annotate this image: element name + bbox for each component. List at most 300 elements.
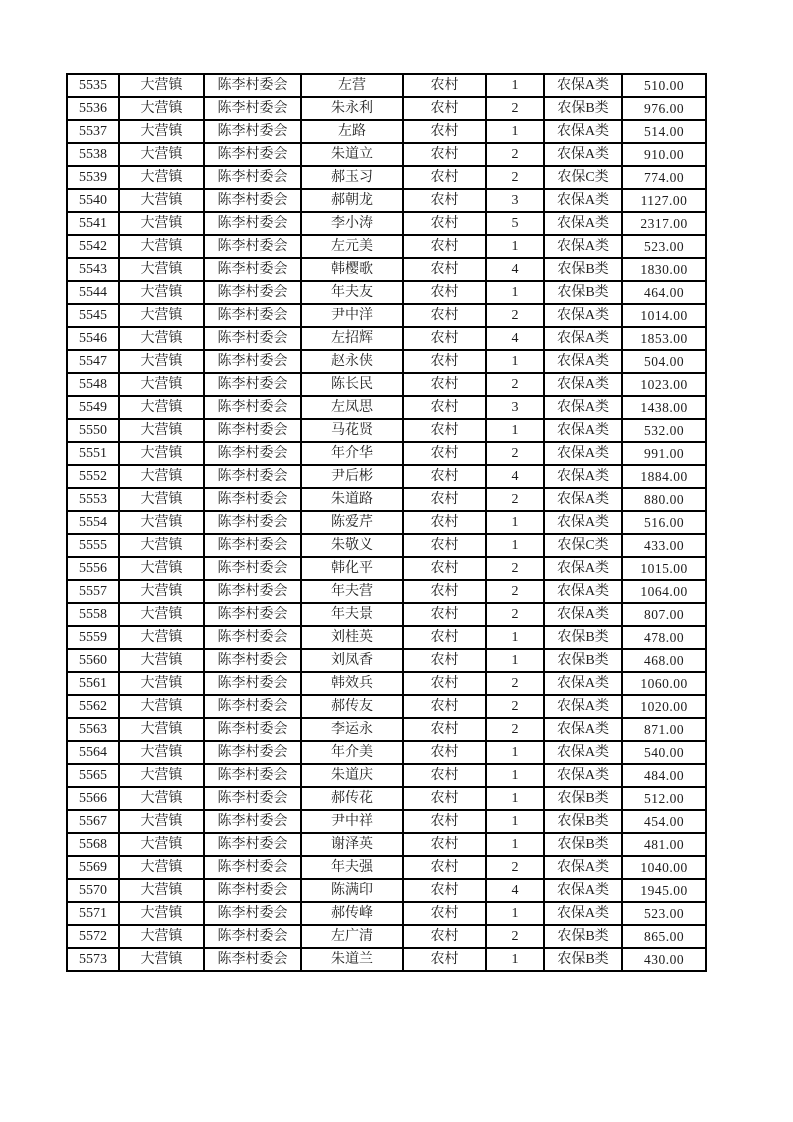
cell-name: 朱道庆 <box>301 764 403 787</box>
table-row <box>67 810 706 833</box>
cell-village: 陈李村委会 <box>204 925 301 948</box>
cell-id: 5545 <box>67 304 119 327</box>
table-row <box>67 925 706 948</box>
cell-type: 农村 <box>403 465 486 488</box>
cell-id: 5535 <box>67 74 119 97</box>
cell-type: 农村 <box>403 856 486 879</box>
cell-count: 2 <box>486 672 544 695</box>
cell-category: 农保B类 <box>544 281 622 304</box>
cell-village: 陈李村委会 <box>204 695 301 718</box>
cell-amount: 910.00 <box>622 143 706 166</box>
cell-category: 农保A类 <box>544 74 622 97</box>
cell-count: 1 <box>486 235 544 258</box>
cell-type: 农村 <box>403 833 486 856</box>
cell-name: 郝玉习 <box>301 166 403 189</box>
cell-village: 陈李村委会 <box>204 258 301 281</box>
cell-village: 陈李村委会 <box>204 419 301 442</box>
cell-town: 大营镇 <box>119 120 204 143</box>
cell-amount: 1127.00 <box>622 189 706 212</box>
cell-category: 农保A类 <box>544 442 622 465</box>
cell-type: 农村 <box>403 350 486 373</box>
cell-town: 大营镇 <box>119 350 204 373</box>
cell-village: 陈李村委会 <box>204 304 301 327</box>
cell-village: 陈李村委会 <box>204 442 301 465</box>
cell-category: 农保B类 <box>544 649 622 672</box>
cell-category: 农保B类 <box>544 97 622 120</box>
cell-category: 农保C类 <box>544 534 622 557</box>
table-row <box>67 764 706 787</box>
cell-type: 农村 <box>403 442 486 465</box>
cell-name: 刘桂英 <box>301 626 403 649</box>
cell-category: 农保A类 <box>544 143 622 166</box>
cell-id: 5540 <box>67 189 119 212</box>
cell-category: 农保A类 <box>544 741 622 764</box>
cell-amount: 774.00 <box>622 166 706 189</box>
cell-village: 陈李村委会 <box>204 626 301 649</box>
cell-category: 农保A类 <box>544 603 622 626</box>
cell-amount: 1060.00 <box>622 672 706 695</box>
cell-town: 大营镇 <box>119 304 204 327</box>
table-row <box>67 580 706 603</box>
cell-amount: 468.00 <box>622 649 706 672</box>
cell-type: 农村 <box>403 166 486 189</box>
cell-category: 农保A类 <box>544 488 622 511</box>
cell-name: 朱道兰 <box>301 948 403 971</box>
cell-count: 2 <box>486 856 544 879</box>
cell-type: 农村 <box>403 143 486 166</box>
cell-count: 2 <box>486 718 544 741</box>
cell-amount: 991.00 <box>622 442 706 465</box>
cell-name: 韩樱歌 <box>301 258 403 281</box>
cell-id: 5557 <box>67 580 119 603</box>
cell-name: 年介美 <box>301 741 403 764</box>
table-body <box>67 74 706 971</box>
cell-village: 陈李村委会 <box>204 488 301 511</box>
cell-village: 陈李村委会 <box>204 787 301 810</box>
cell-amount: 1945.00 <box>622 879 706 902</box>
table-row <box>67 948 706 971</box>
cell-type: 农村 <box>403 511 486 534</box>
cell-count: 1 <box>486 534 544 557</box>
roster-table <box>66 73 707 972</box>
cell-village: 陈李村委会 <box>204 879 301 902</box>
cell-name: 陈满印 <box>301 879 403 902</box>
table-row <box>67 787 706 810</box>
cell-town: 大营镇 <box>119 580 204 603</box>
cell-town: 大营镇 <box>119 488 204 511</box>
cell-town: 大营镇 <box>119 534 204 557</box>
cell-name: 韩化平 <box>301 557 403 580</box>
cell-town: 大营镇 <box>119 948 204 971</box>
cell-count: 5 <box>486 212 544 235</box>
cell-village: 陈李村委会 <box>204 189 301 212</box>
cell-village: 陈李村委会 <box>204 235 301 258</box>
cell-amount: 516.00 <box>622 511 706 534</box>
cell-village: 陈李村委会 <box>204 672 301 695</box>
cell-type: 农村 <box>403 948 486 971</box>
cell-village: 陈李村委会 <box>204 327 301 350</box>
cell-category: 农保A类 <box>544 235 622 258</box>
cell-id: 5555 <box>67 534 119 557</box>
cell-id: 5561 <box>67 672 119 695</box>
cell-name: 左元美 <box>301 235 403 258</box>
cell-name: 尹后彬 <box>301 465 403 488</box>
cell-village: 陈李村委会 <box>204 603 301 626</box>
cell-id: 5544 <box>67 281 119 304</box>
cell-category: 农保A类 <box>544 672 622 695</box>
cell-amount: 523.00 <box>622 902 706 925</box>
cell-village: 陈李村委会 <box>204 373 301 396</box>
cell-count: 2 <box>486 143 544 166</box>
cell-id: 5568 <box>67 833 119 856</box>
cell-id: 5563 <box>67 718 119 741</box>
table-row <box>67 649 706 672</box>
cell-amount: 532.00 <box>622 419 706 442</box>
cell-category: 农保A类 <box>544 350 622 373</box>
cell-id: 5556 <box>67 557 119 580</box>
cell-count: 2 <box>486 166 544 189</box>
cell-name: 朱道路 <box>301 488 403 511</box>
cell-village: 陈李村委会 <box>204 511 301 534</box>
table-row <box>67 74 706 97</box>
cell-category: 农保B类 <box>544 810 622 833</box>
cell-count: 2 <box>486 695 544 718</box>
cell-id: 5551 <box>67 442 119 465</box>
cell-id: 5573 <box>67 948 119 971</box>
cell-amount: 1020.00 <box>622 695 706 718</box>
cell-town: 大营镇 <box>119 97 204 120</box>
cell-town: 大营镇 <box>119 212 204 235</box>
cell-village: 陈李村委会 <box>204 143 301 166</box>
cell-type: 农村 <box>403 74 486 97</box>
cell-village: 陈李村委会 <box>204 580 301 603</box>
cell-town: 大营镇 <box>119 649 204 672</box>
cell-id: 5549 <box>67 396 119 419</box>
cell-type: 农村 <box>403 580 486 603</box>
cell-category: 农保A类 <box>544 580 622 603</box>
cell-type: 农村 <box>403 258 486 281</box>
cell-village: 陈李村委会 <box>204 97 301 120</box>
cell-id: 5542 <box>67 235 119 258</box>
table-row <box>67 695 706 718</box>
table-row <box>67 833 706 856</box>
cell-id: 5569 <box>67 856 119 879</box>
cell-name: 左招辉 <box>301 327 403 350</box>
cell-village: 陈李村委会 <box>204 856 301 879</box>
cell-type: 农村 <box>403 281 486 304</box>
cell-town: 大营镇 <box>119 465 204 488</box>
cell-amount: 1884.00 <box>622 465 706 488</box>
cell-name: 尹中洋 <box>301 304 403 327</box>
cell-category: 农保A类 <box>544 189 622 212</box>
cell-amount: 1830.00 <box>622 258 706 281</box>
cell-town: 大营镇 <box>119 166 204 189</box>
cell-town: 大营镇 <box>119 603 204 626</box>
cell-category: 农保B类 <box>544 626 622 649</box>
cell-count: 1 <box>486 419 544 442</box>
table-row <box>67 718 706 741</box>
cell-count: 2 <box>486 304 544 327</box>
cell-name: 年夫营 <box>301 580 403 603</box>
table-row <box>67 327 706 350</box>
cell-town: 大营镇 <box>119 235 204 258</box>
cell-id: 5536 <box>67 97 119 120</box>
cell-count: 2 <box>486 580 544 603</box>
cell-count: 1 <box>486 787 544 810</box>
cell-village: 陈李村委会 <box>204 902 301 925</box>
table-row <box>67 212 706 235</box>
cell-amount: 514.00 <box>622 120 706 143</box>
cell-town: 大营镇 <box>119 856 204 879</box>
cell-amount: 2317.00 <box>622 212 706 235</box>
cell-name: 陈爱芹 <box>301 511 403 534</box>
cell-amount: 1064.00 <box>622 580 706 603</box>
cell-village: 陈李村委会 <box>204 396 301 419</box>
cell-type: 农村 <box>403 419 486 442</box>
cell-town: 大营镇 <box>119 327 204 350</box>
cell-name: 郝朝龙 <box>301 189 403 212</box>
table-row <box>67 235 706 258</box>
cell-type: 农村 <box>403 557 486 580</box>
cell-count: 2 <box>486 603 544 626</box>
table-row <box>67 373 706 396</box>
cell-town: 大营镇 <box>119 442 204 465</box>
cell-name: 左凤思 <box>301 396 403 419</box>
cell-village: 陈李村委会 <box>204 557 301 580</box>
cell-name: 左营 <box>301 74 403 97</box>
cell-type: 农村 <box>403 925 486 948</box>
table-row <box>67 511 706 534</box>
cell-count: 1 <box>486 833 544 856</box>
cell-id: 5567 <box>67 810 119 833</box>
cell-name: 朱道立 <box>301 143 403 166</box>
table-row <box>67 465 706 488</box>
table-row <box>67 626 706 649</box>
cell-type: 农村 <box>403 879 486 902</box>
cell-amount: 430.00 <box>622 948 706 971</box>
cell-id: 5564 <box>67 741 119 764</box>
cell-count: 2 <box>486 442 544 465</box>
cell-count: 2 <box>486 97 544 120</box>
cell-amount: 454.00 <box>622 810 706 833</box>
cell-count: 2 <box>486 557 544 580</box>
cell-town: 大营镇 <box>119 74 204 97</box>
cell-id: 5570 <box>67 879 119 902</box>
cell-id: 5565 <box>67 764 119 787</box>
cell-id: 5550 <box>67 419 119 442</box>
cell-village: 陈李村委会 <box>204 741 301 764</box>
cell-amount: 1853.00 <box>622 327 706 350</box>
cell-town: 大营镇 <box>119 511 204 534</box>
cell-type: 农村 <box>403 396 486 419</box>
cell-town: 大营镇 <box>119 718 204 741</box>
cell-town: 大营镇 <box>119 396 204 419</box>
cell-category: 农保B类 <box>544 787 622 810</box>
cell-village: 陈李村委会 <box>204 649 301 672</box>
table-row <box>67 281 706 304</box>
cell-town: 大营镇 <box>119 281 204 304</box>
cell-count: 1 <box>486 741 544 764</box>
cell-town: 大营镇 <box>119 764 204 787</box>
cell-village: 陈李村委会 <box>204 718 301 741</box>
cell-village: 陈李村委会 <box>204 212 301 235</box>
cell-name: 李小涛 <box>301 212 403 235</box>
cell-category: 农保A类 <box>544 212 622 235</box>
cell-count: 1 <box>486 902 544 925</box>
cell-category: 农保A类 <box>544 557 622 580</box>
cell-type: 农村 <box>403 741 486 764</box>
cell-town: 大营镇 <box>119 787 204 810</box>
cell-town: 大营镇 <box>119 695 204 718</box>
cell-town: 大营镇 <box>119 419 204 442</box>
cell-category: 农保A类 <box>544 511 622 534</box>
cell-category: 农保A类 <box>544 304 622 327</box>
cell-id: 5571 <box>67 902 119 925</box>
cell-count: 1 <box>486 511 544 534</box>
cell-id: 5547 <box>67 350 119 373</box>
cell-name: 韩效兵 <box>301 672 403 695</box>
cell-count: 4 <box>486 258 544 281</box>
cell-name: 年夫友 <box>301 281 403 304</box>
cell-amount: 464.00 <box>622 281 706 304</box>
cell-type: 农村 <box>403 649 486 672</box>
cell-amount: 1040.00 <box>622 856 706 879</box>
cell-village: 陈李村委会 <box>204 764 301 787</box>
cell-id: 5543 <box>67 258 119 281</box>
cell-category: 农保A类 <box>544 879 622 902</box>
table-row <box>67 304 706 327</box>
cell-type: 农村 <box>403 718 486 741</box>
cell-name: 李运永 <box>301 718 403 741</box>
cell-town: 大营镇 <box>119 189 204 212</box>
cell-amount: 478.00 <box>622 626 706 649</box>
cell-count: 3 <box>486 396 544 419</box>
cell-count: 4 <box>486 465 544 488</box>
cell-category: 农保A类 <box>544 902 622 925</box>
cell-town: 大营镇 <box>119 258 204 281</box>
cell-name: 赵永侠 <box>301 350 403 373</box>
cell-type: 农村 <box>403 488 486 511</box>
cell-type: 农村 <box>403 304 486 327</box>
cell-count: 1 <box>486 810 544 833</box>
cell-amount: 871.00 <box>622 718 706 741</box>
cell-category: 农保A类 <box>544 695 622 718</box>
cell-name: 左广清 <box>301 925 403 948</box>
cell-village: 陈李村委会 <box>204 465 301 488</box>
table-row <box>67 534 706 557</box>
cell-amount: 976.00 <box>622 97 706 120</box>
table-row <box>67 189 706 212</box>
cell-town: 大营镇 <box>119 557 204 580</box>
cell-id: 5558 <box>67 603 119 626</box>
cell-count: 1 <box>486 74 544 97</box>
table-row <box>67 603 706 626</box>
cell-category: 农保B类 <box>544 925 622 948</box>
cell-id: 5554 <box>67 511 119 534</box>
cell-category: 农保C类 <box>544 166 622 189</box>
cell-category: 农保B类 <box>544 258 622 281</box>
cell-id: 5553 <box>67 488 119 511</box>
cell-category: 农保A类 <box>544 327 622 350</box>
cell-count: 4 <box>486 327 544 350</box>
cell-town: 大营镇 <box>119 626 204 649</box>
table-row <box>67 557 706 580</box>
cell-type: 农村 <box>403 902 486 925</box>
cell-category: 农保A类 <box>544 373 622 396</box>
table-row <box>67 166 706 189</box>
cell-name: 尹中祥 <box>301 810 403 833</box>
cell-id: 5537 <box>67 120 119 143</box>
cell-town: 大营镇 <box>119 902 204 925</box>
cell-id: 5560 <box>67 649 119 672</box>
cell-count: 1 <box>486 764 544 787</box>
cell-town: 大营镇 <box>119 373 204 396</box>
cell-count: 1 <box>486 649 544 672</box>
table-row <box>67 856 706 879</box>
cell-town: 大营镇 <box>119 810 204 833</box>
cell-amount: 510.00 <box>622 74 706 97</box>
table-row <box>67 120 706 143</box>
table-row <box>67 258 706 281</box>
cell-type: 农村 <box>403 787 486 810</box>
cell-amount: 484.00 <box>622 764 706 787</box>
cell-name: 年夫景 <box>301 603 403 626</box>
cell-id: 5546 <box>67 327 119 350</box>
cell-name: 年介华 <box>301 442 403 465</box>
cell-amount: 865.00 <box>622 925 706 948</box>
cell-village: 陈李村委会 <box>204 810 301 833</box>
table-row <box>67 672 706 695</box>
cell-count: 3 <box>486 189 544 212</box>
cell-id: 5562 <box>67 695 119 718</box>
cell-name: 刘凤香 <box>301 649 403 672</box>
cell-category: 农保A类 <box>544 396 622 419</box>
cell-type: 农村 <box>403 672 486 695</box>
cell-name: 郝传峰 <box>301 902 403 925</box>
table-row <box>67 741 706 764</box>
cell-village: 陈李村委会 <box>204 948 301 971</box>
cell-type: 农村 <box>403 212 486 235</box>
cell-type: 农村 <box>403 764 486 787</box>
cell-town: 大营镇 <box>119 741 204 764</box>
cell-id: 5559 <box>67 626 119 649</box>
table-row <box>67 419 706 442</box>
cell-village: 陈李村委会 <box>204 281 301 304</box>
cell-amount: 1015.00 <box>622 557 706 580</box>
table-row <box>67 488 706 511</box>
cell-town: 大营镇 <box>119 879 204 902</box>
cell-village: 陈李村委会 <box>204 74 301 97</box>
cell-id: 5541 <box>67 212 119 235</box>
cell-count: 2 <box>486 925 544 948</box>
cell-type: 农村 <box>403 189 486 212</box>
cell-town: 大营镇 <box>119 925 204 948</box>
cell-village: 陈李村委会 <box>204 166 301 189</box>
cell-name: 谢泽英 <box>301 833 403 856</box>
cell-category: 农保A类 <box>544 419 622 442</box>
table-row <box>67 902 706 925</box>
cell-count: 4 <box>486 879 544 902</box>
cell-amount: 512.00 <box>622 787 706 810</box>
cell-amount: 523.00 <box>622 235 706 258</box>
cell-amount: 540.00 <box>622 741 706 764</box>
cell-name: 郝传花 <box>301 787 403 810</box>
cell-category: 农保B类 <box>544 833 622 856</box>
cell-id: 5572 <box>67 925 119 948</box>
cell-id: 5538 <box>67 143 119 166</box>
cell-count: 1 <box>486 948 544 971</box>
cell-village: 陈李村委会 <box>204 350 301 373</box>
